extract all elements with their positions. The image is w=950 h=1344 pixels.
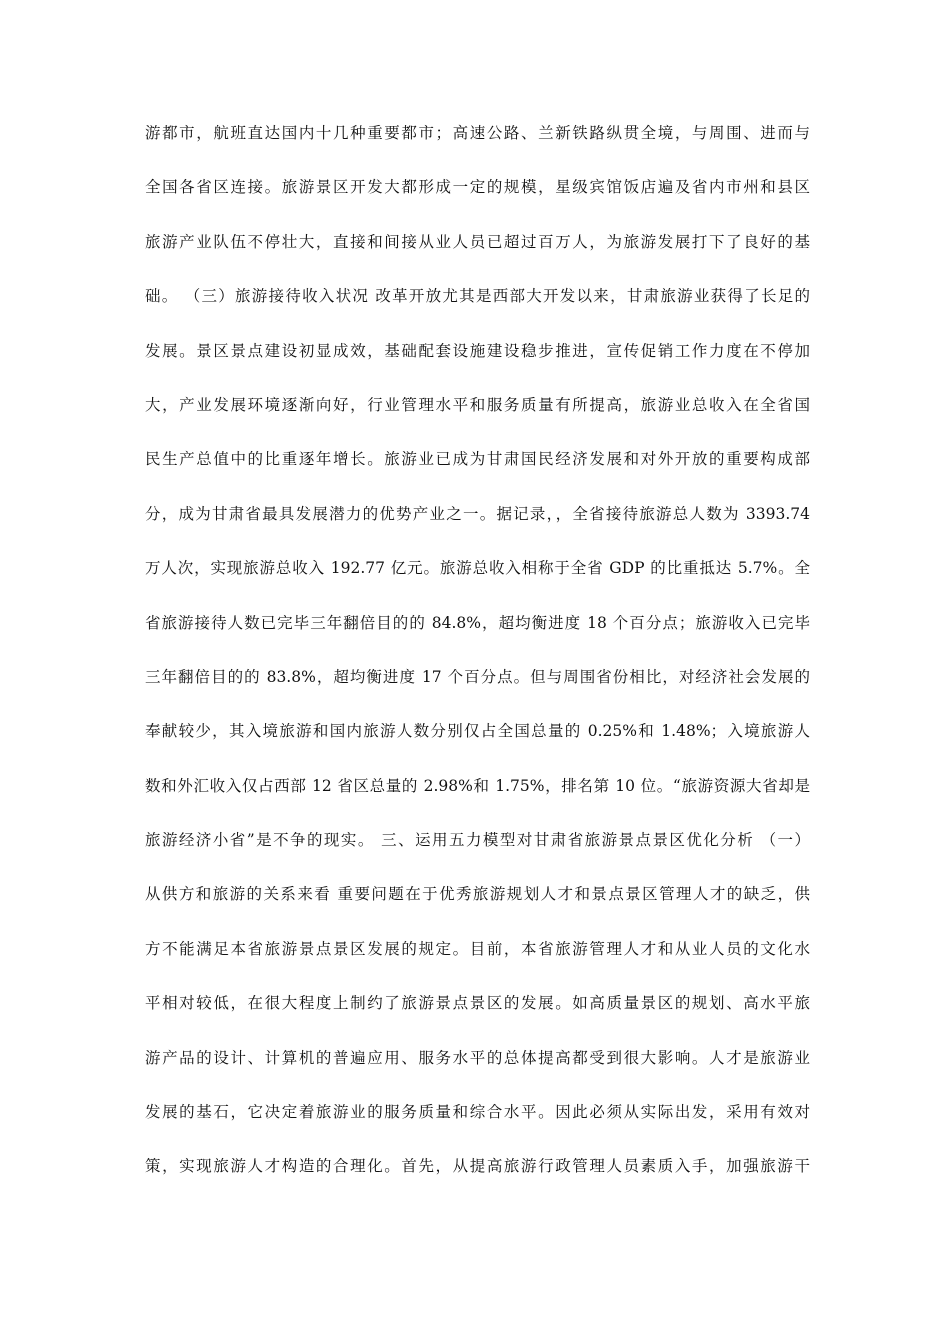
- text-line: 发展。景区景点建设初显成效，基础配套设施建设稳步推进，宣传促销工作力度在不停加: [145, 341, 810, 360]
- text-line: 游产品的设计、计算机的普遍应用、服务水平的总体提高都受到很大影响。人才是旅游业: [145, 1048, 810, 1067]
- text-line: 三年翻倍目的的 83.8%，超均衡进度 17 个百分点。但与周围省份相比，对经济社会发展的: [145, 667, 810, 686]
- text-line: 旅游产业队伍不停壮大，直接和间接从业人员已超过百万人，为旅游发展打下了良好的基: [145, 232, 810, 251]
- text-line: 游都市，航班直达国内十几种重要都市；高速公路、兰新铁路纵贯全境，与周围、进而与: [145, 124, 810, 142]
- text-line: 旅游经济小省”是不争的现实。 三、运用五力模型对甘肃省旅游景点景区优化分析 （一）: [145, 831, 810, 850]
- text-line: 民生产总值中的比重逐年增长。旅游业已成为甘肃国民经济发展和对外开放的重要构成部: [145, 450, 810, 469]
- text-line: 础。 （三）旅游接待收入状况 改革开放尤其是西部大开发以来，甘肃旅游业获得了长足的: [145, 287, 810, 306]
- text-line: 大，产业发展环境逐渐向好，行业管理水平和服务质量有所提高，旅游业总收入在全省国: [145, 395, 810, 414]
- body-text: [145, 118, 810, 1206]
- text-line: 平相对较低，在很大程度上制约了旅游景点景区的发展。如高质量景区的规划、高水平旅: [145, 994, 810, 1013]
- text-line: 万人次，实现旅游总收入 192.77 亿元。旅游总收入相称于全省 GDP 的比重抵达 5.7%。全: [145, 559, 810, 578]
- text-line: 分，成为甘肃省最具发展潜力的优势产业之一。据记录，，全省接待旅游总人数为 3393.74: [145, 504, 810, 523]
- text-line: 数和外汇收入仅占西部 12 省区总量的 2.98%和 1.75%，排名第 10 位。“旅游资源大省却是: [145, 776, 810, 795]
- text-line: 奉献较少，其入境旅游和国内旅游人数分别仅占全国总量的 0.25%和 1.48%；入境旅游人: [145, 722, 810, 741]
- text-line: 全国各省区连接。旅游景区开发大都形成一定的规模，星级宾馆饭店遍及省内市州和县区: [145, 178, 810, 197]
- text-line: 方不能满足本省旅游景点景区发展的规定。目前，本省旅游管理人才和从业人员的文化水: [145, 939, 810, 958]
- text-line: 省旅游接待人数已完毕三年翻倍目的的 84.8%，超均衡进度 18 个百分点；旅游收入已完毕: [145, 613, 810, 632]
- text-line: 策，实现旅游人才构造的合理化。首先，从提高旅游行政管理人员素质入手，加强旅游干: [145, 1157, 810, 1176]
- text-line: 从供方和旅游的关系来看 重要问题在于优秀旅游规划人才和景点景区管理人才的缺乏，供: [145, 885, 810, 904]
- text-line: 发展的基石，它决定着旅游业的服务质量和综合水平。因此必须从实际出发，采用有效对: [145, 1103, 810, 1122]
